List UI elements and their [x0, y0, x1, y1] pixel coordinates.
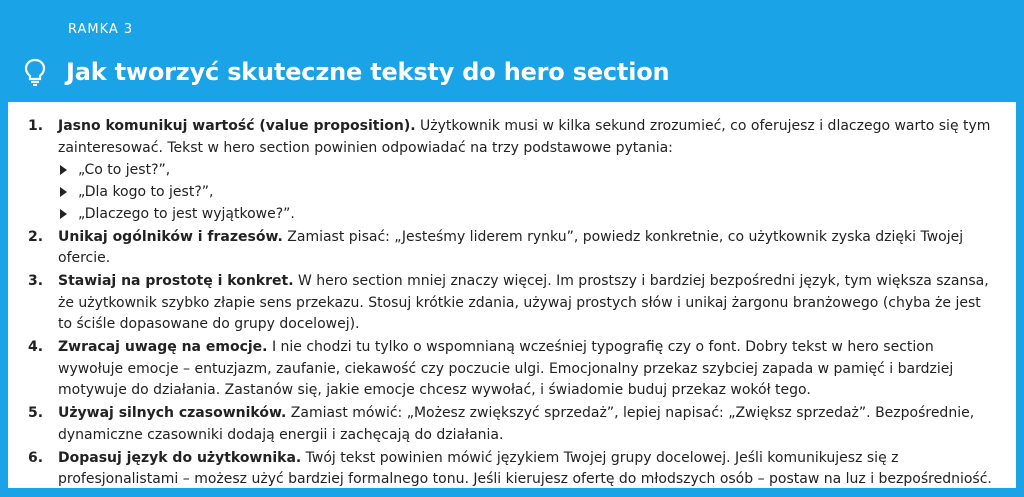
list-item — [28, 448, 994, 491]
list-item — [28, 337, 994, 402]
list-item — [58, 181, 994, 203]
item-text: Twój tekst powinien mówić językiem Twojej grupy docelowej. Jeśli komunikujesz się z profesjonalistami – możesz użyć bardziej formalnego tonu. Jeśli kierujesz ofertę do młodszych osób – postaw na luz i bezpośredniość. — [58, 449, 992, 487]
bullet-text: „Co to jest?”, — [78, 162, 171, 178]
item-lead: Jasno komunikuj wartość (value proposition). — [58, 118, 416, 134]
question-list — [58, 159, 994, 225]
list-item — [28, 271, 994, 336]
list-item — [28, 403, 994, 446]
bullet-text: „Dla kogo to jest?”, — [78, 184, 214, 200]
tips-list — [28, 116, 994, 491]
item-number: 5. — [28, 405, 44, 421]
list-item — [58, 203, 994, 225]
list-item — [58, 159, 994, 181]
title-row — [24, 52, 669, 92]
item-text: W hero section mniej znaczy więcej. Im prostszy i bardziej bezpośredni język, tym większa szansa, że użytkownik szybko złapie sens przekazu. Stosuj krótkie zdania, używaj prostych słów i unikaj żargonu branżowego (chyba że jest to ściśle dopasowane do grupy docelowej). — [58, 273, 989, 332]
item-lead: Zwracaj uwagę na emocje. — [58, 339, 268, 355]
item-number: 1. — [28, 118, 44, 134]
triangle-bullet-icon — [60, 187, 67, 197]
item-text: Użytkownik musi w kilka sekund zrozumieć, co oferujesz i dlaczego warto się tym zainteresować. Tekst w hero section powinien odpowiadać na trzy podstawowe pytania: — [58, 118, 991, 156]
item-lead: Unikaj ogólników i frazesów. — [58, 228, 283, 245]
item-number: 3. — [28, 273, 44, 289]
list-item — [28, 116, 994, 225]
bullet-text: „Dlaczego to jest wyjątkowe?”. — [78, 206, 295, 222]
triangle-bullet-icon — [60, 209, 67, 219]
frame-title: Jak tworzyć skuteczne teksty do hero section — [66, 58, 670, 86]
item-lead: Używaj silnych czasowników. — [58, 405, 287, 421]
item-number: 2. — [28, 228, 44, 245]
item-number: 4. — [28, 339, 44, 355]
item-text: I nie chodzi tu tylko o wspomnianą wcześniej typografię czy o font. Dobry tekst w hero section wywołuje emocje – entuzjazm, zaufanie, ciekawość czy poczucie ulgi. Emocjonalny przekaz szybciej zapada w pamięć i bardziej motywuje do działania. Zastanów się, jakie emocje chcesz wywołać, i świadomie buduj przekaz wokół tego. — [58, 339, 954, 398]
item-text: Zamiast pisać: „Jesteśmy liderem rynku”, powiedz konkretnie, co użytkownik zyska dzięki Twojej ofercie. — [58, 228, 964, 266]
lightbulb-icon — [24, 58, 46, 86]
triangle-bullet-icon — [60, 165, 67, 175]
frame-label: RAMKA 3 — [68, 22, 134, 37]
item-lead: Dopasuj język do użytkownika. — [58, 449, 302, 466]
item-number: 6. — [28, 449, 44, 466]
content-panel — [8, 102, 1016, 488]
item-text: Zamiast mówić: „Możesz zwiększyć sprzedaż”, lepiej napisać: „Zwiększ sprzedaż”. Bezpośrednie, dynamiczne czasowniki dodają energii i zachęcają do działania. — [58, 405, 975, 443]
item-lead: Stawiaj na prostotę i konkret. — [58, 273, 294, 289]
list-item — [28, 227, 994, 270]
